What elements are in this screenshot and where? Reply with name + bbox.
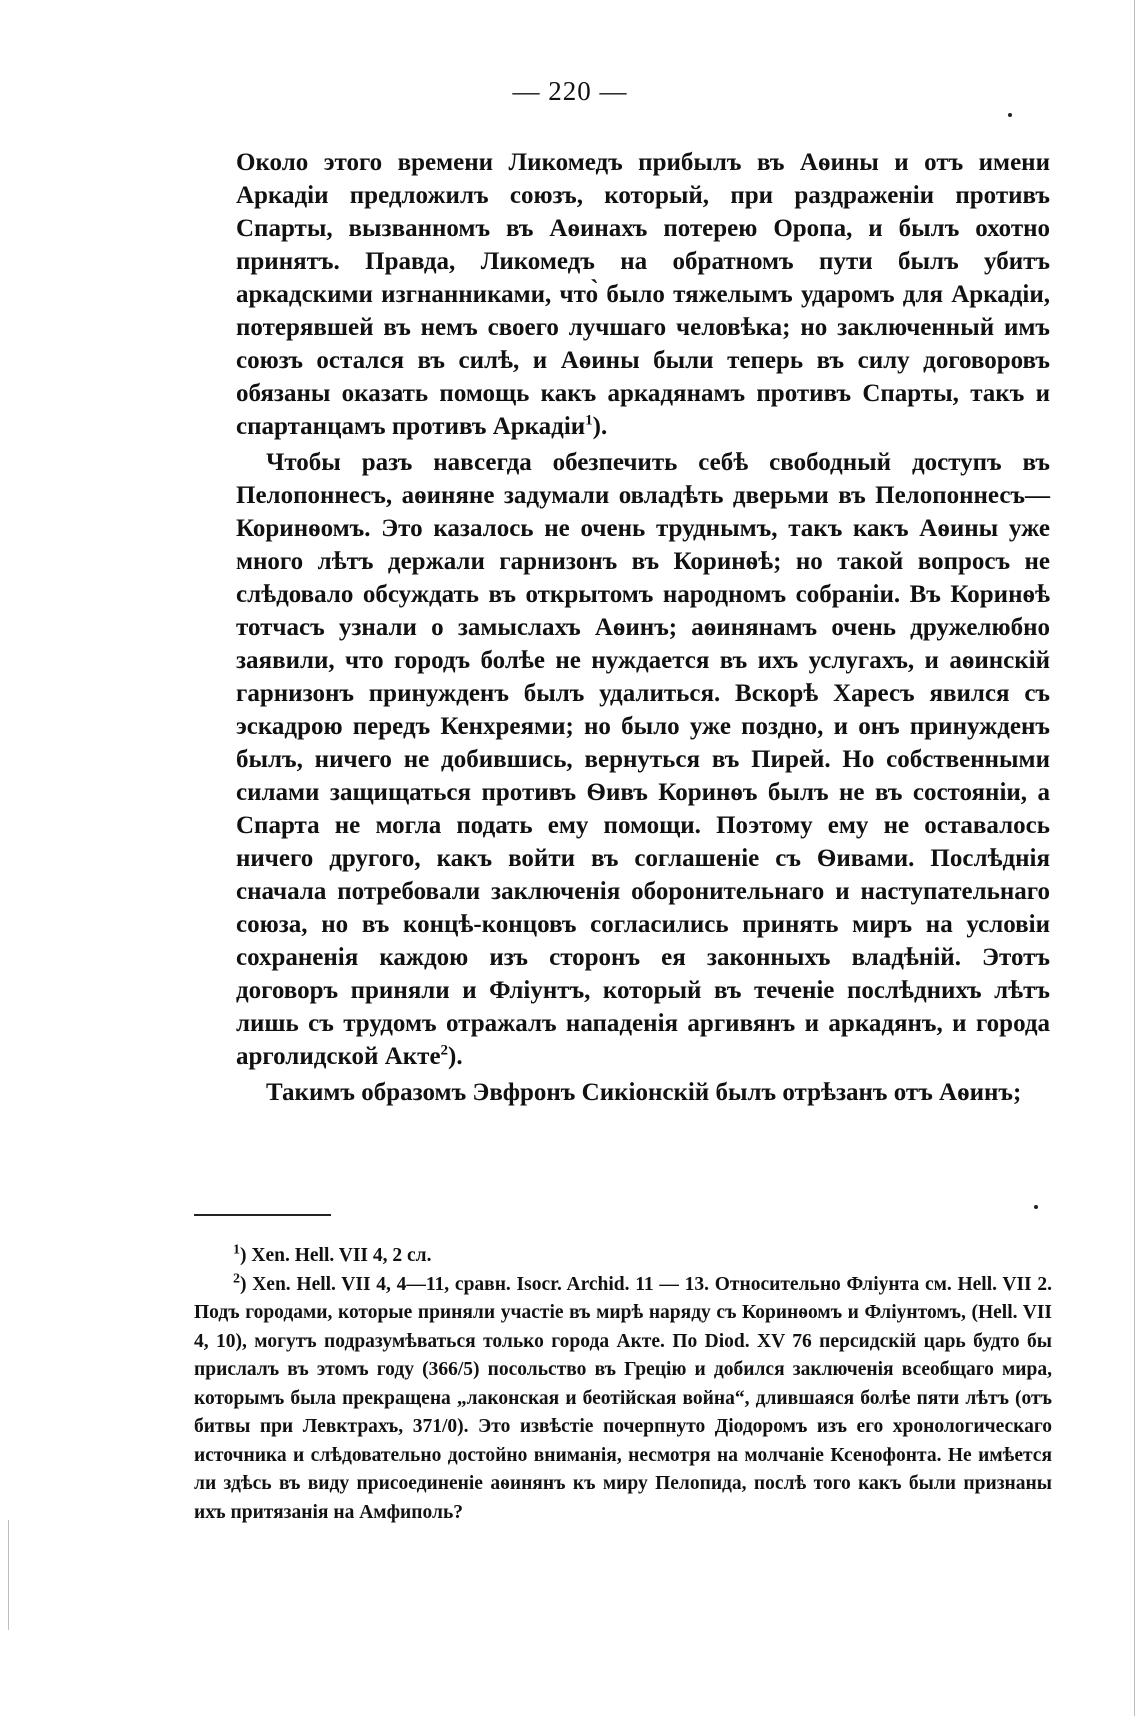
scan-edge-mark bbox=[8, 1520, 9, 1630]
page-edge-line bbox=[1134, 0, 1135, 1716]
paragraph-tail: ). bbox=[448, 1043, 463, 1070]
footnote bbox=[194, 1242, 1052, 1271]
footnote-ref[interactable]: 1 bbox=[585, 412, 593, 429]
page-number: — 220 — bbox=[512, 76, 628, 106]
paragraph-text: Такимъ образомъ Эвфронъ Сикіонскій былъ отрѣзанъ отъ Аѳинъ; bbox=[266, 1079, 1022, 1106]
paragraph-text: Чтобы разъ навсегда обезпечить себѣ свободный доступъ въ Пелопоннесъ, аѳиняне задумали овладѣть дверьми въ Пелопоннесъ—Коринѳомъ. Это казалось не очень труднымъ, такъ какъ Аѳины уже много лѣтъ держали гарнизонъ въ Коринѳѣ; но такой вопросъ не слѣдовало обсуждать въ открытомъ народномъ собраніи. Въ Коринѳѣ тотчасъ узнали о замыслахъ Аѳинъ; аѳинянамъ очень дружелюбно заявили, что городъ болѣе не нуждается въ ихъ услугахъ, и аѳинскій гарнизонъ принужденъ былъ удалиться. Вскорѣ Харесъ явился съ эскадрою передъ Кенхреями; но было уже поздно, и онъ принужденъ былъ, ничего не добившись, вернуться въ Пирей. Но собственными силами защищаться противъ Ѳивъ Коринѳъ былъ не въ состояніи, а Спарта не могла подать ему помощи. Поэтому ему не оставалось ничего другого, какъ войти въ соглашеніе съ Ѳивами. Послѣднія сначала потребовали заключенія оборонительнаго и наступательнаго союза, но въ концѣ-концовъ согласились принять миръ на условіи сохраненія каждою изъ сторонъ ея законныхъ владѣній. Этотъ договоръ приняли и Фліунтъ, который въ теченіе послѣднихъ лѣтъ лишь съ трудомъ отражалъ нападенія аргивянъ и аркадянъ, и города арголидской Акте bbox=[236, 449, 1050, 1070]
paragraph bbox=[236, 146, 1050, 443]
footnote-text: ) Xen. Hell. VII 4, 4—11, сравн. Isocr. Archid. 11 — 13. Относительно Фліунта см. Hell. VII 2. Подъ городами, которые приняли участіе въ мирѣ наряду съ Коринѳомъ и Фліунтомъ, (Hell. VII 4, 10), могутъ подразумѣваться только города Акте. По Diod. XV 76 персидскій царь будто бы прислалъ въ этомъ году (366/5) посольство въ Грецію и добился заключенія всеобщаго мира, которымъ была прекращена „лаконская и беотійская война“, длившаяся болѣе пяти лѣтъ (отъ битвы при Левктрахъ, 371/0). Это извѣстіе почерпнуто Діодоромъ изъ его хронологическаго источника и слѣдовательно достойно вниманія, несмотря на молчаніе Ксенофонта. Не имѣется ли здѣсь въ виду присоединеніе аѳинянъ къ миру Пелопида, послѣ того какъ были признаны ихъ притязанія на Амфиполь? bbox=[194, 1273, 1052, 1523]
footnote-divider bbox=[194, 1214, 331, 1216]
paragraph-text: Около этого времени Ликомедъ прибылъ въ Аѳины и отъ имени Аркадіи предложилъ союзъ, который, при раздраженіи противъ Спарты, вызванномъ въ Аѳинахъ потерею Оропа, и былъ охотно принятъ. Правда, Ликомедъ на обратномъ пути былъ убитъ аркадскими изгнанниками, что̀ было тяжелымъ ударомъ для Аркадіи, потерявшей въ немъ своего лучшаго человѣка; но заключенный имъ союзъ остался въ силѣ, и Аѳины были теперь въ силу договоровъ обязаны оказать помощь какъ аркадянамъ противъ Спарты, такъ и спартанцамъ противъ Аркадіи bbox=[236, 149, 1050, 440]
paragraph-tail: ). bbox=[592, 413, 608, 440]
scan-speck bbox=[1008, 113, 1012, 117]
footnote-ref[interactable]: 2 bbox=[440, 1042, 449, 1059]
footnote-text: ) Xen. Hell. VII 4, 2 сл. bbox=[240, 1245, 432, 1266]
footnote-marker: 2 bbox=[233, 1271, 240, 1286]
footnotes bbox=[194, 1242, 1052, 1527]
scan-speck bbox=[1034, 1205, 1038, 1209]
footnote-marker: 1 bbox=[233, 1242, 240, 1258]
main-text bbox=[236, 146, 1050, 1109]
paragraph bbox=[236, 1076, 1050, 1109]
footnote bbox=[194, 1271, 1052, 1528]
paragraph bbox=[236, 446, 1050, 1073]
